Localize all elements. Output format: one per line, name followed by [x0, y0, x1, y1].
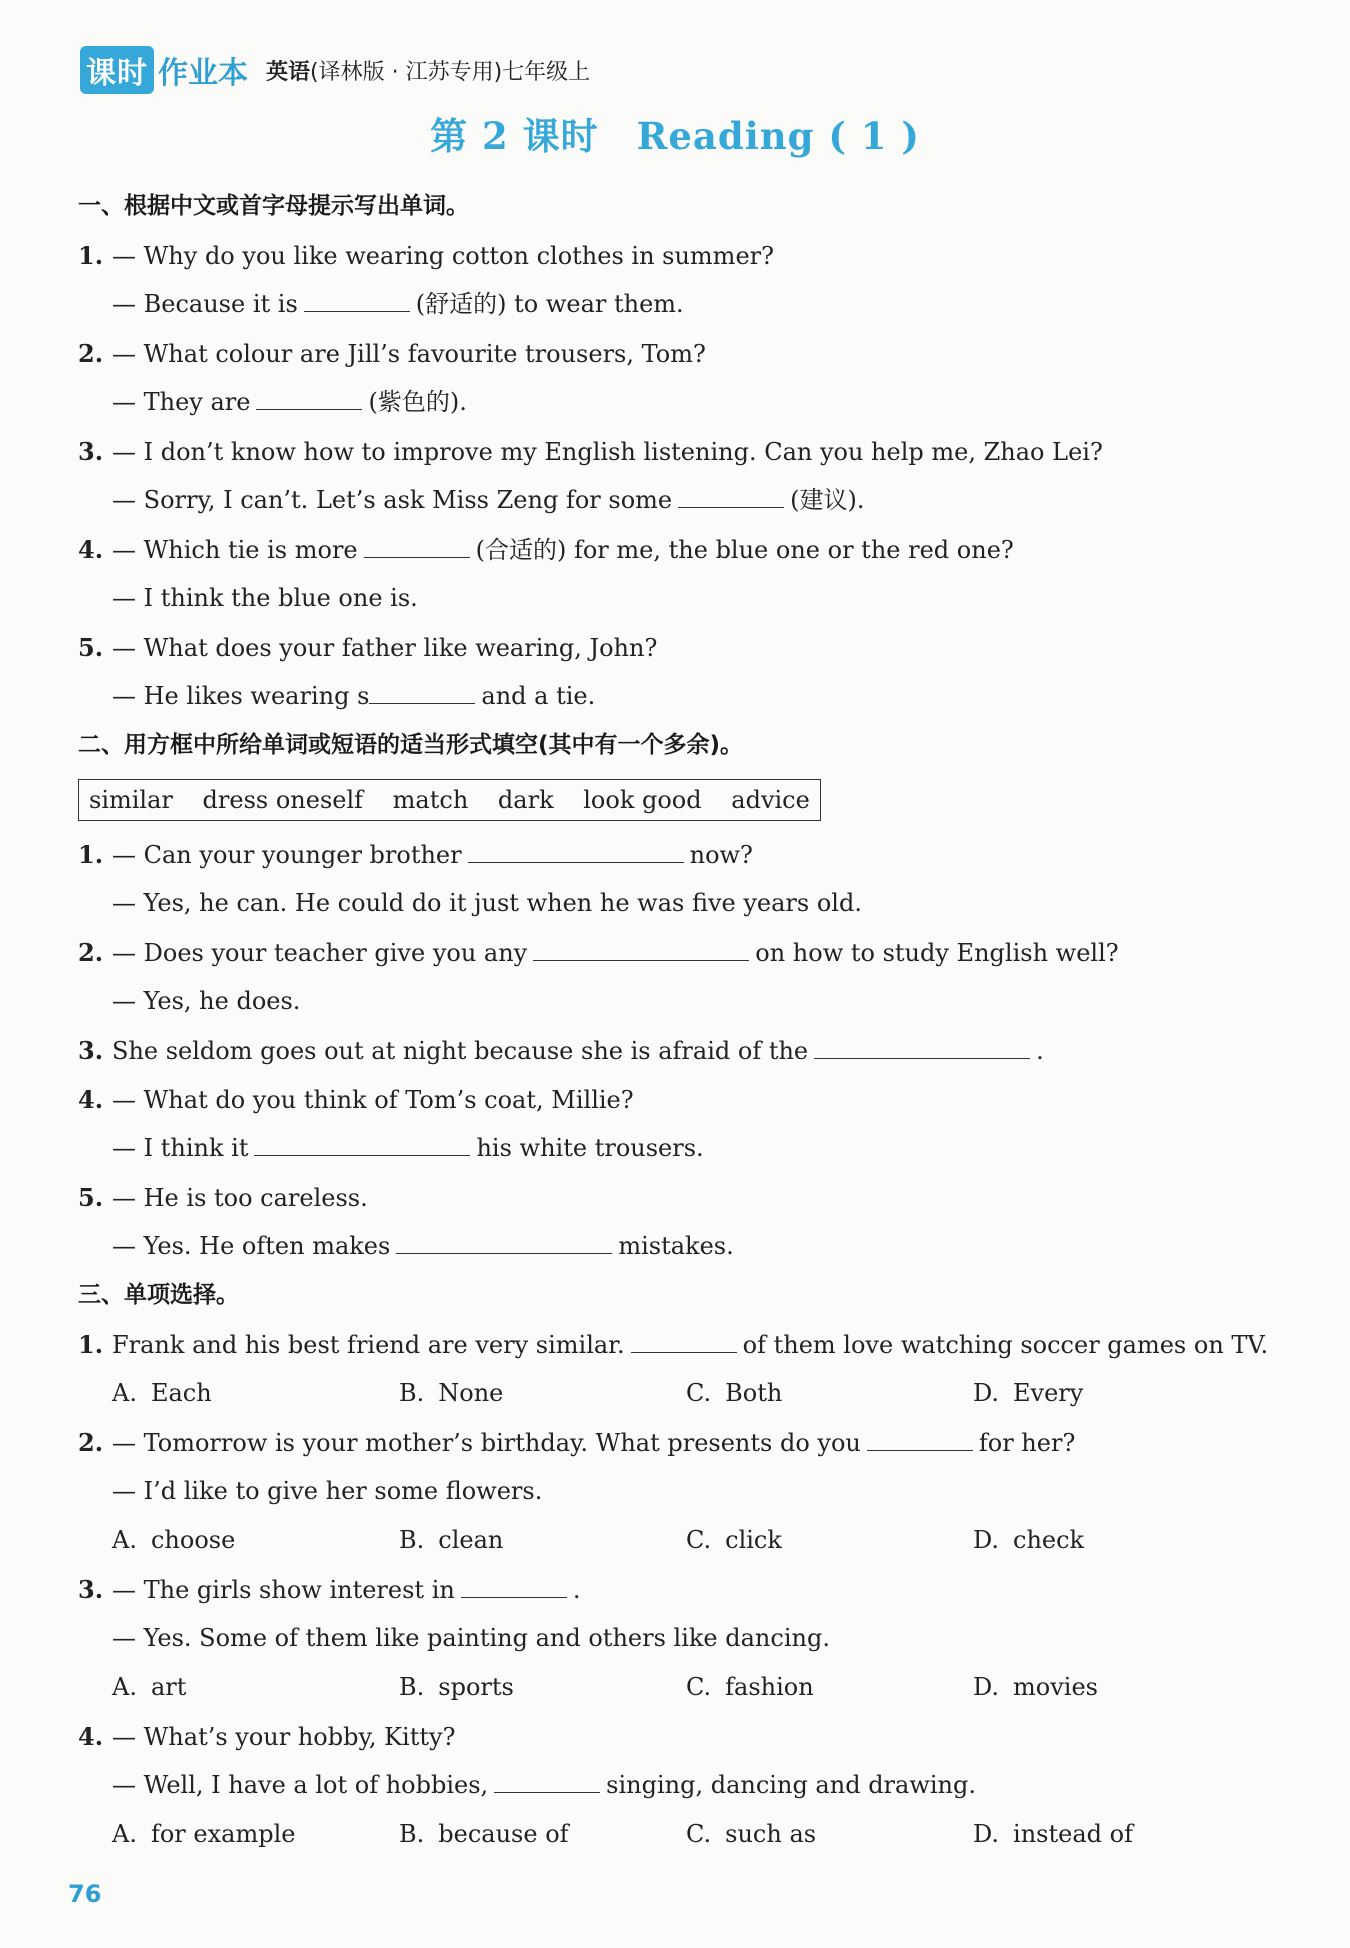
exercise-content [78, 182, 1278, 1859]
option-b[interactable]: B. None [399, 1379, 504, 1407]
page-number: 76 [68, 1880, 102, 1908]
s3-q1: 1. Frank and his best friend are very similar. of them love watching soccer games on TV. [78, 1320, 1278, 1369]
section2-title: 二、用方框中所给单词或短语的适当形式填空(其中有一个多余)。 [78, 732, 744, 758]
answer-blank[interactable] [631, 1324, 737, 1353]
option-c[interactable]: C. fashion [686, 1673, 814, 1701]
s1-a1: — Because it is (舒适的) to wear them. [78, 280, 1278, 329]
s1-a4: — I think the blue one is. [112, 584, 418, 612]
s3-q4-options [78, 1810, 1278, 1859]
option-b[interactable]: B. because of [399, 1820, 569, 1848]
s3-q2: 2. — Tomorrow is your mother’s birthday. What presents do you for her? [78, 1418, 1278, 1467]
s3-q1-options [78, 1369, 1278, 1418]
s1-a3: — Sorry, I can’t. Let’s ask Miss Zeng for some (建议). [78, 476, 1278, 525]
s3-q2-options [78, 1516, 1278, 1565]
s2-a4: — I think it his white trousers. [78, 1124, 1278, 1173]
answer-blank[interactable] [256, 381, 362, 410]
word-bank-item: look good [583, 786, 702, 814]
option-a[interactable]: A. art [112, 1673, 187, 1701]
answer-blank[interactable] [867, 1422, 973, 1451]
answer-blank[interactable] [254, 1127, 470, 1156]
s3-q4: 4. — What’s your hobby, Kitty? [78, 1722, 456, 1751]
option-a[interactable]: A. choose [112, 1526, 236, 1554]
s2-q4: 4. — What do you think of Tom’s coat, Millie? [78, 1085, 634, 1114]
option-d[interactable]: D. check [973, 1526, 1085, 1554]
s2-q2: 2. — Does your teacher give you any on how to study English well? [78, 928, 1278, 977]
answer-blank[interactable] [814, 1030, 1030, 1059]
subject-main: 英语 [266, 59, 311, 85]
option-a[interactable]: A. for example [112, 1820, 296, 1848]
s2-q5: 5. — He is too careless. [78, 1183, 368, 1212]
s1-q2: 2. — What colour are Jill’s favourite trousers, Tom? [78, 339, 706, 368]
word-bank-item: match [392, 786, 469, 814]
option-d[interactable]: D. movies [973, 1673, 1098, 1701]
s3-q3-options [78, 1663, 1278, 1712]
word-bank-item: advice [731, 786, 810, 814]
logo-sub: 作业本 [158, 56, 248, 91]
option-d[interactable]: D. Every [973, 1379, 1084, 1407]
option-d[interactable]: D. instead of [973, 1820, 1133, 1848]
answer-blank[interactable] [304, 283, 410, 312]
answer-blank[interactable] [678, 479, 784, 508]
answer-blank[interactable] [468, 834, 684, 863]
word-bank-item: dark [497, 786, 554, 814]
s2-a5: — Yes. He often makes mistakes. [78, 1222, 1278, 1271]
s1-q5: 5. — What does your father like wearing, John? [78, 633, 658, 662]
lesson-title: 第 2 课时 Reading ( 1 ) [430, 114, 920, 158]
logo-main: 课时 [80, 46, 154, 94]
s1-a2: — They are (紫色的). [78, 378, 1278, 427]
subject-label [266, 55, 590, 86]
s1-q1: 1. — Why do you like wearing cotton clothes in summer? [78, 241, 774, 270]
option-b[interactable]: B. sports [399, 1673, 514, 1701]
word-bank-item: similar [89, 786, 173, 814]
s2-a1: — Yes, he can. He could do it just when he was five years old. [112, 889, 862, 917]
section1-title: 一、根据中文或首字母提示写出单词。 [78, 193, 469, 219]
word-box-row [78, 770, 1278, 830]
page-header [80, 46, 590, 94]
s2-q3: 3. She seldom goes out at night because she is afraid of the . [78, 1026, 1278, 1075]
section3-title: 三、单项选择。 [78, 1282, 239, 1308]
s3-q3: 3. — The girls show interest in . [78, 1565, 1278, 1614]
answer-blank[interactable] [533, 932, 749, 961]
answer-blank[interactable] [364, 529, 470, 558]
s1-a5: — He likes wearing s and a tie. [78, 672, 1278, 721]
option-c[interactable]: C. such as [686, 1820, 817, 1848]
s1-q4: 4. — Which tie is more (合适的) for me, the blue one or the red one? [78, 525, 1278, 574]
option-c[interactable]: C. Both [686, 1379, 783, 1407]
s2-q1: 1. — Can your younger brother now? [78, 830, 1278, 879]
s2-a2: — Yes, he does. [112, 987, 301, 1015]
s3-a3: — Yes. Some of them like painting and others like dancing. [112, 1624, 830, 1652]
answer-blank[interactable] [461, 1569, 567, 1598]
s3-a2: — I’d like to give her some flowers. [112, 1477, 543, 1505]
subject-detail: (译林版 · 江苏专用)七年级上 [310, 59, 591, 85]
option-b[interactable]: B. clean [399, 1526, 504, 1554]
logo [80, 46, 248, 94]
answer-blank[interactable] [396, 1225, 612, 1254]
answer-blank[interactable] [494, 1764, 600, 1793]
s3-a4: — Well, I have a lot of hobbies, singing, dancing and drawing. [78, 1761, 1278, 1810]
word-box [78, 779, 821, 821]
option-c[interactable]: C. click [686, 1526, 782, 1554]
answer-blank[interactable] [369, 675, 475, 704]
option-a[interactable]: A. Each [112, 1379, 212, 1407]
word-bank-item: dress oneself [202, 786, 364, 814]
s1-q3: 3. — I don’t know how to improve my English listening. Can you help me, Zhao Lei? [78, 437, 1103, 466]
